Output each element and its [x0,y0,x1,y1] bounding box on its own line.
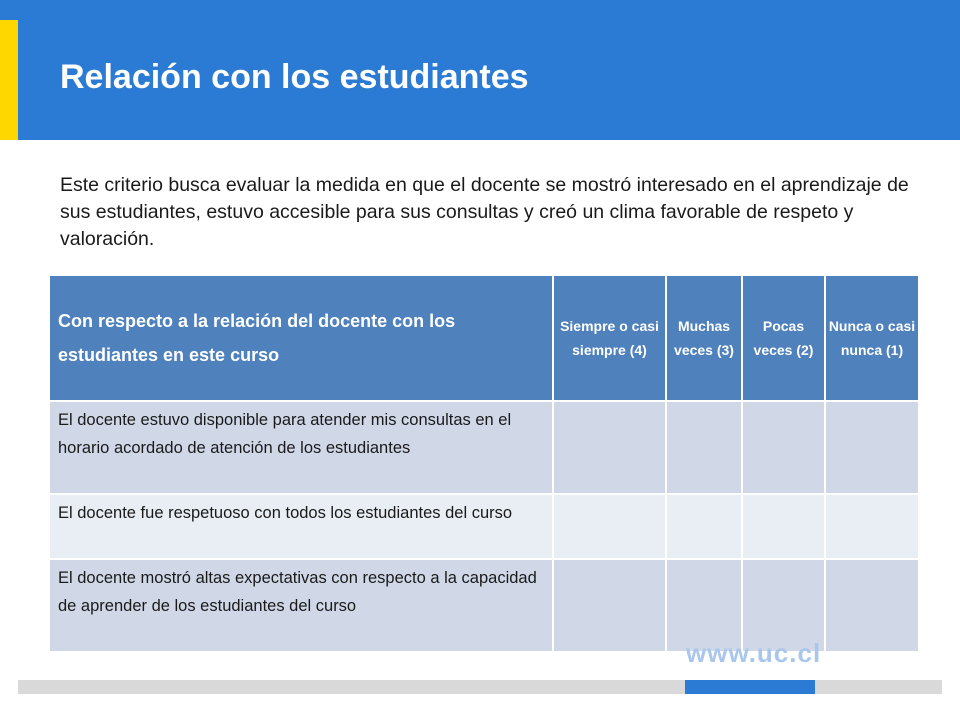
rating-cell-4[interactable] [553,494,666,559]
rating-cell-1[interactable] [825,559,919,652]
footer-accent [685,680,815,694]
table-row [49,494,919,559]
slide-title: Relación con los estudiantes [60,58,529,96]
option-header-3: Muchas veces (3) [666,275,742,401]
statement-cell: El docente mostró altas expectativas con respecto a la capacidad de aprender de los estudiantes del curso [49,559,553,652]
rating-cell-3[interactable] [666,401,742,494]
table-row [49,401,919,494]
website-watermark: www.uc.cl [686,638,822,668]
statement-cell: El docente fue respetuoso con todos los estudiantes del curso [49,494,553,559]
question-header: Con respecto a la relación del docente con los estudiantes en este curso [49,275,553,401]
intro-paragraph: Este criterio busca evaluar la medida en que el docente se mostró interesado en el aprendizaje de sus estudiantes, estuvo accesible para sus consultas y creó un clima favorable de respeto y valoración. [60,174,909,250]
statement-cell: El docente estuvo disponible para atender mis consultas en el horario acordado de atención de los estudiantes [49,401,553,494]
option-header-2: Pocas veces (2) [742,275,825,401]
rating-cell-4[interactable] [553,559,666,652]
rating-cell-1[interactable] [825,401,919,494]
evaluation-table [48,274,920,653]
yellow-accent-bar [0,20,18,140]
rating-cell-1[interactable] [825,494,919,559]
option-header-1: Nunca o casi nunca (1) [825,275,919,401]
rating-cell-2[interactable] [742,401,825,494]
rating-cell-3[interactable] [666,494,742,559]
rating-cell-2[interactable] [742,494,825,559]
option-header-4: Siempre o casi siempre (4) [553,275,666,401]
rating-cell-4[interactable] [553,401,666,494]
table-header-row [49,275,919,401]
